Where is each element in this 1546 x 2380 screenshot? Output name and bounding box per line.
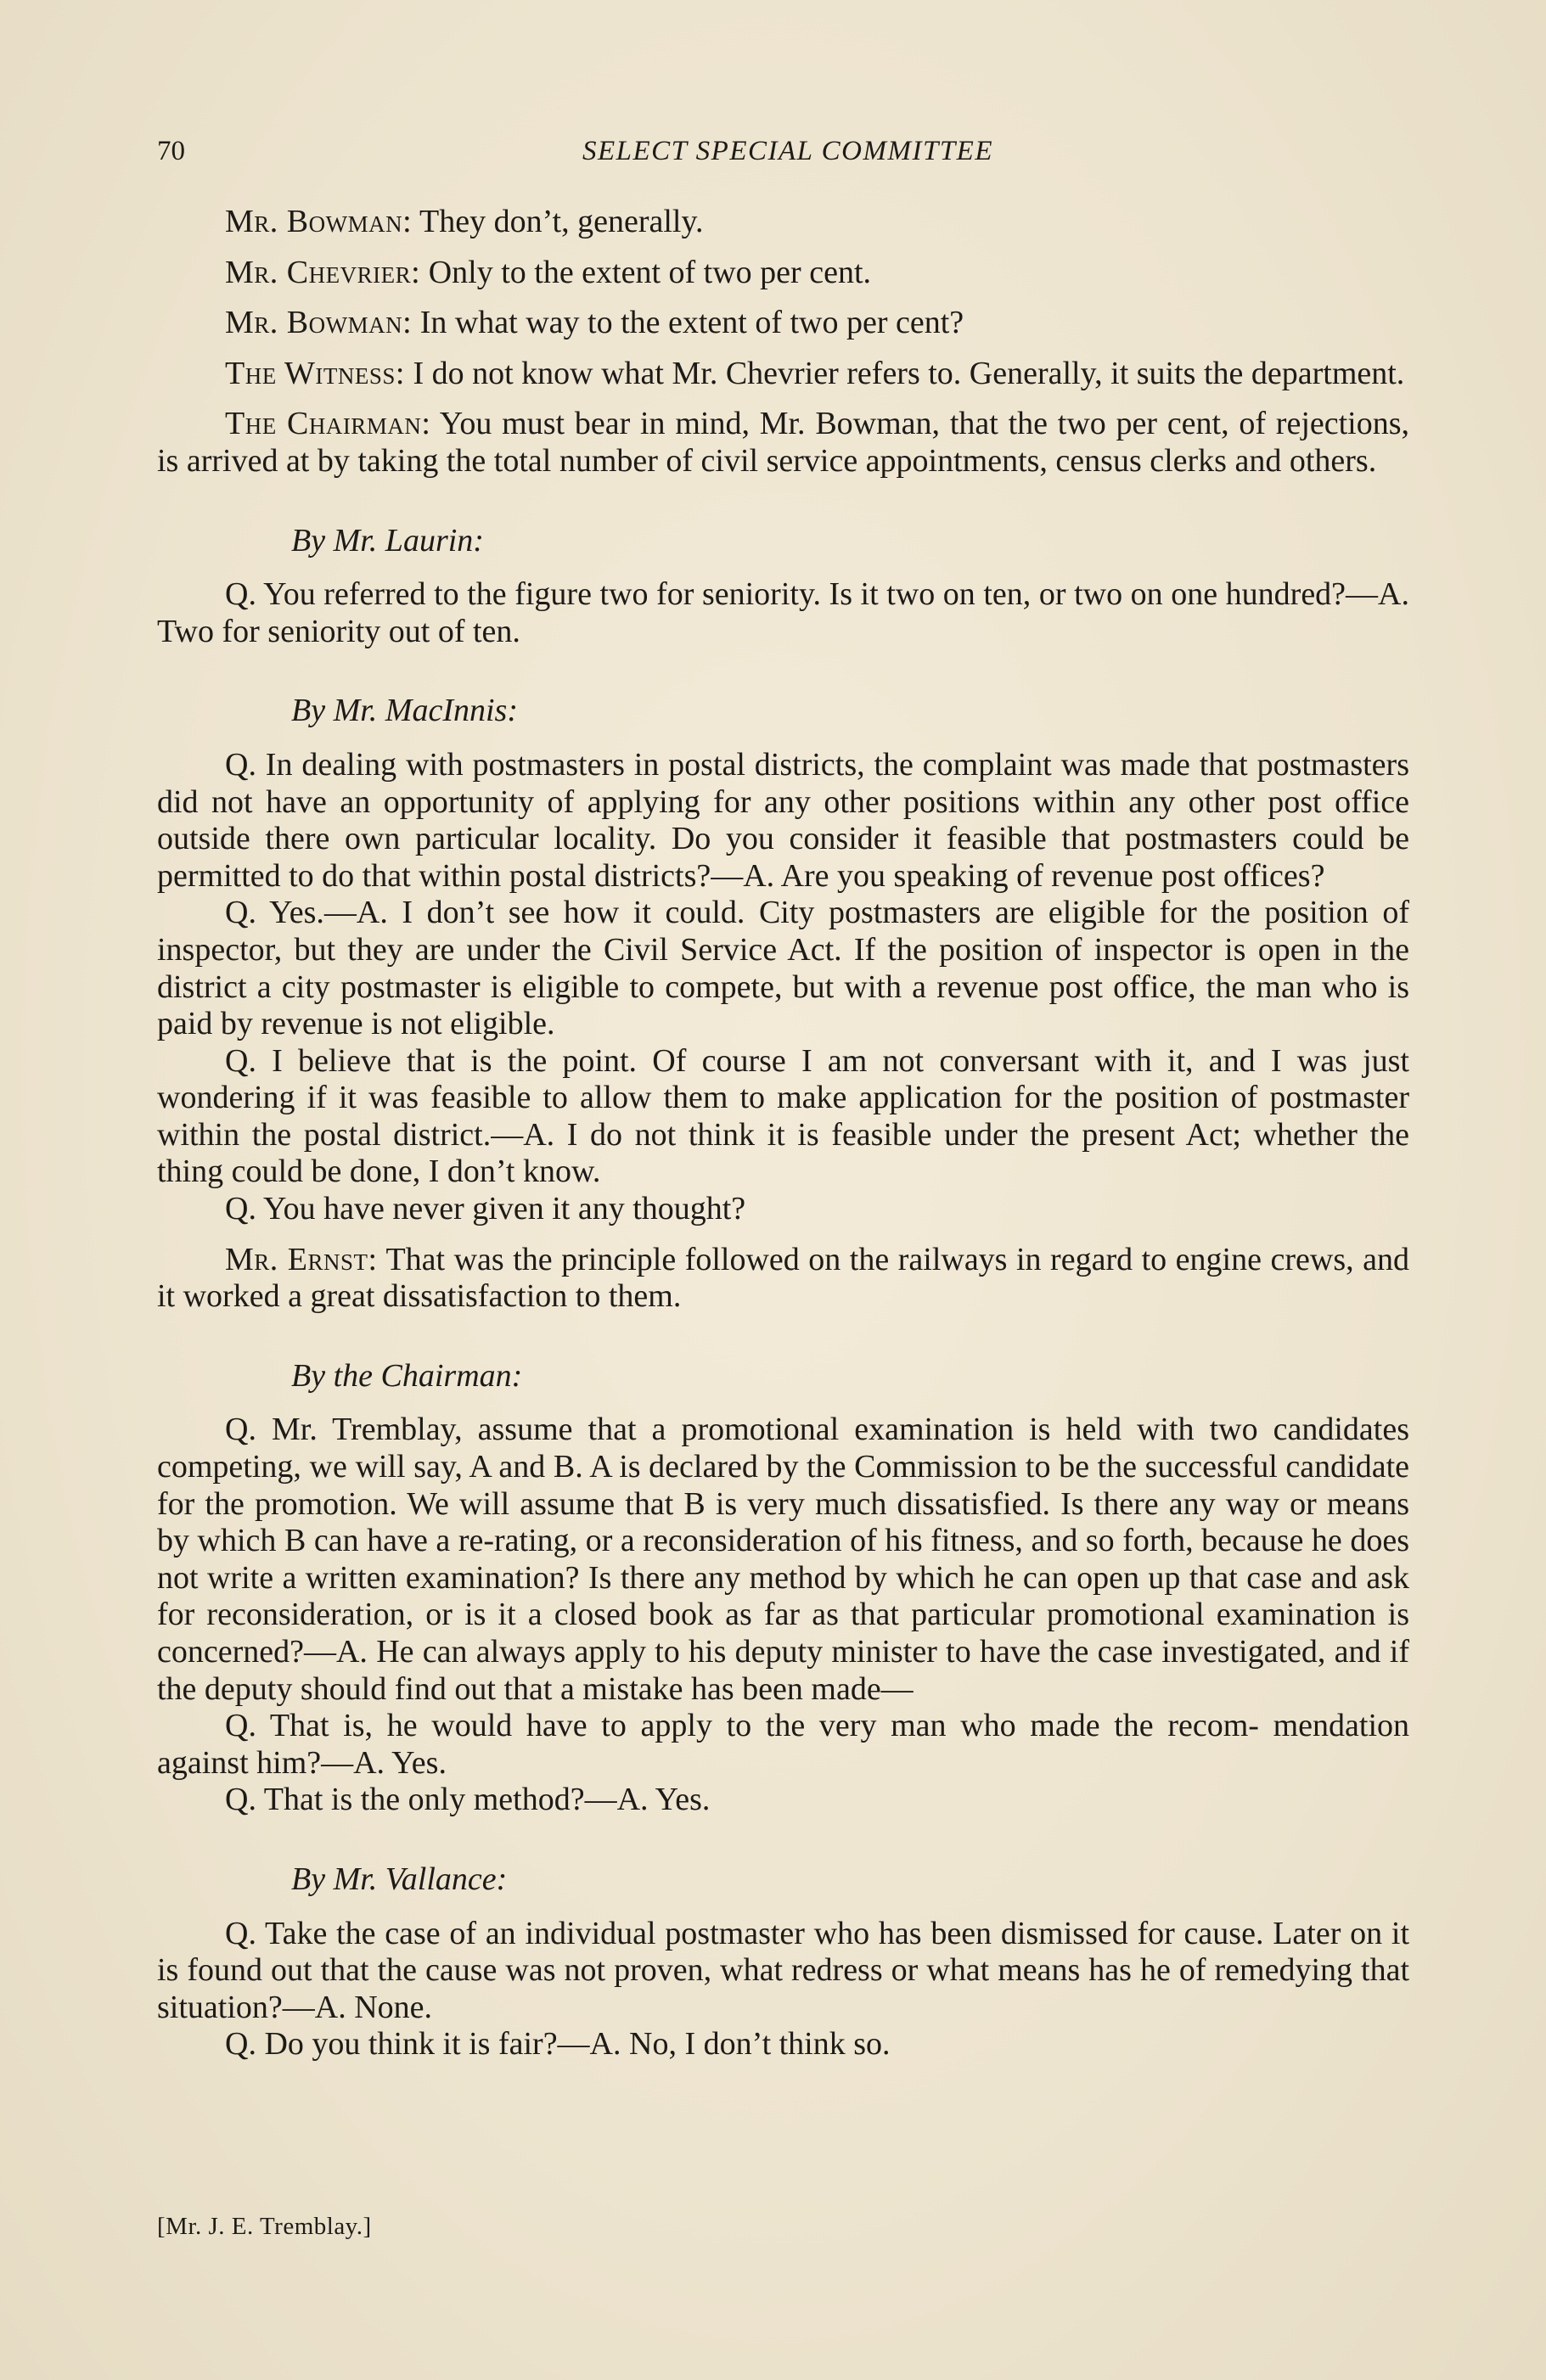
speech-paragraph (157, 1242, 1409, 1316)
speech-paragraph (157, 406, 1409, 480)
witness-tag: [Mr. J. E. Tremblay.] (157, 2213, 372, 2240)
speaker-label: Mr. Ernst: (225, 1241, 378, 1277)
page-number: 70 (157, 136, 185, 166)
speech-paragraph (157, 255, 1409, 292)
speech-paragraph (157, 356, 1409, 393)
qa-paragraph: Q. Mr. Tremblay, assume that a promotional examination is held with two candidates competing, we will say, A and B. A is declared by the Commission to be the successful candidate for the promotion. We will assume that B is very much dissatisfied. Is there any way or means by which B can have a re-rating, or a reconsideration of his fitness, and so forth, because he does not write a written examination? Is there any method by which he can open up that case and ask for reconsideration, or is it a closed book as far as that particular promotional examination is concerned?—A. He can always apply to his deputy minister to have the case investigated, and if the deputy should find out that a mistake has been made— (157, 1412, 1409, 1707)
qa-paragraph: Q. That is the only method?—A. Yes. (225, 1782, 711, 1818)
examiner-heading: By Mr. Laurin: (291, 522, 484, 559)
transcript-body (157, 204, 1409, 2063)
examiner-heading: By Mr. Vallance: (291, 1861, 508, 1897)
speech-text: I do not know what Mr. Chevrier refers to. Generally, it suits the department. (413, 355, 1405, 391)
qa-paragraph: Q. In dealing with postmasters in postal districts, the complaint was made that postmasters did not have an opportunity of applying for any other positions within any other post office outside there own particular locality. Do you consider it feasible that postmasters could be permitted to do that within postal districts?—A. Are you speaking of revenue post offices? (157, 746, 1409, 894)
speaker-label: Mr. Bowman: (225, 305, 413, 341)
speech-text: In what way to the extent of two per cent? (419, 305, 964, 341)
qa-paragraph: Q. You referred to the figure two for seniority. Is it two on ten, or two on one hundred?—A. Two for seniority out of ten. (157, 576, 1409, 649)
speaker-label: The Witness: (225, 355, 405, 391)
qa-paragraph: Q. You have never given it any thought? (225, 1191, 746, 1227)
qa-paragraph: Q. Yes.—A. I don’t see how it could. City postmasters are eligible for the position of inspector, but they are under the Civil Service Act. If the position of inspector is open in the district a city postmaster is eligible to compete, but with a revenue post office, the man who is paid by revenue is not eligible. (157, 895, 1409, 1042)
running-head: SELECT SPECIAL COMMITTEE (582, 136, 993, 166)
speech-text: You must bear in mind, Mr. Bowman, that the two per cent, of rejections, is arrived at by taking the total number of civil service appointments, census clerks and others. (157, 406, 1410, 479)
speaker-label: Mr. Chevrier: (225, 254, 421, 290)
examiner-heading: By the Chairman: (291, 1357, 523, 1394)
speech-text: Only to the extent of two per cent. (428, 254, 871, 290)
speech-paragraph (157, 305, 1409, 342)
qa-paragraph: Q. Take the case of an individual postmaster who has been dismissed for cause. Later on it is found out that the cause was not proven, what redress or what means has he of remedying that situation?—A. None. (157, 1915, 1409, 2025)
speech-text: They don’t, generally. (419, 204, 704, 239)
speech-text: That was the principle followed on the railways in regard to engine crews, and it worked a great dissatisfaction to them. (157, 1241, 1409, 1315)
page-header (157, 136, 1419, 173)
qa-paragraph: Q. I believe that is the point. Of course I am not conversant with it, and I was just wondering if it was feasible to allow them to make application for the position of postmaster within the postal district.—A. I do not think it is feasible under the present Act; whether the thing could be done, I don’t know. (157, 1042, 1409, 1190)
qa-paragraph: Q. That is, he would have to apply to the very man who made the recom- mendation against him?—A. Yes. (157, 1708, 1409, 1781)
examiner-heading: By Mr. MacInnis: (291, 693, 518, 729)
speech-paragraph (157, 204, 1409, 241)
speaker-label: The Chairman: (225, 406, 431, 442)
speaker-label: Mr. Bowman: (225, 204, 413, 239)
qa-paragraph: Q. Do you think it is fair?—A. No, I don’t think so. (225, 2026, 891, 2063)
